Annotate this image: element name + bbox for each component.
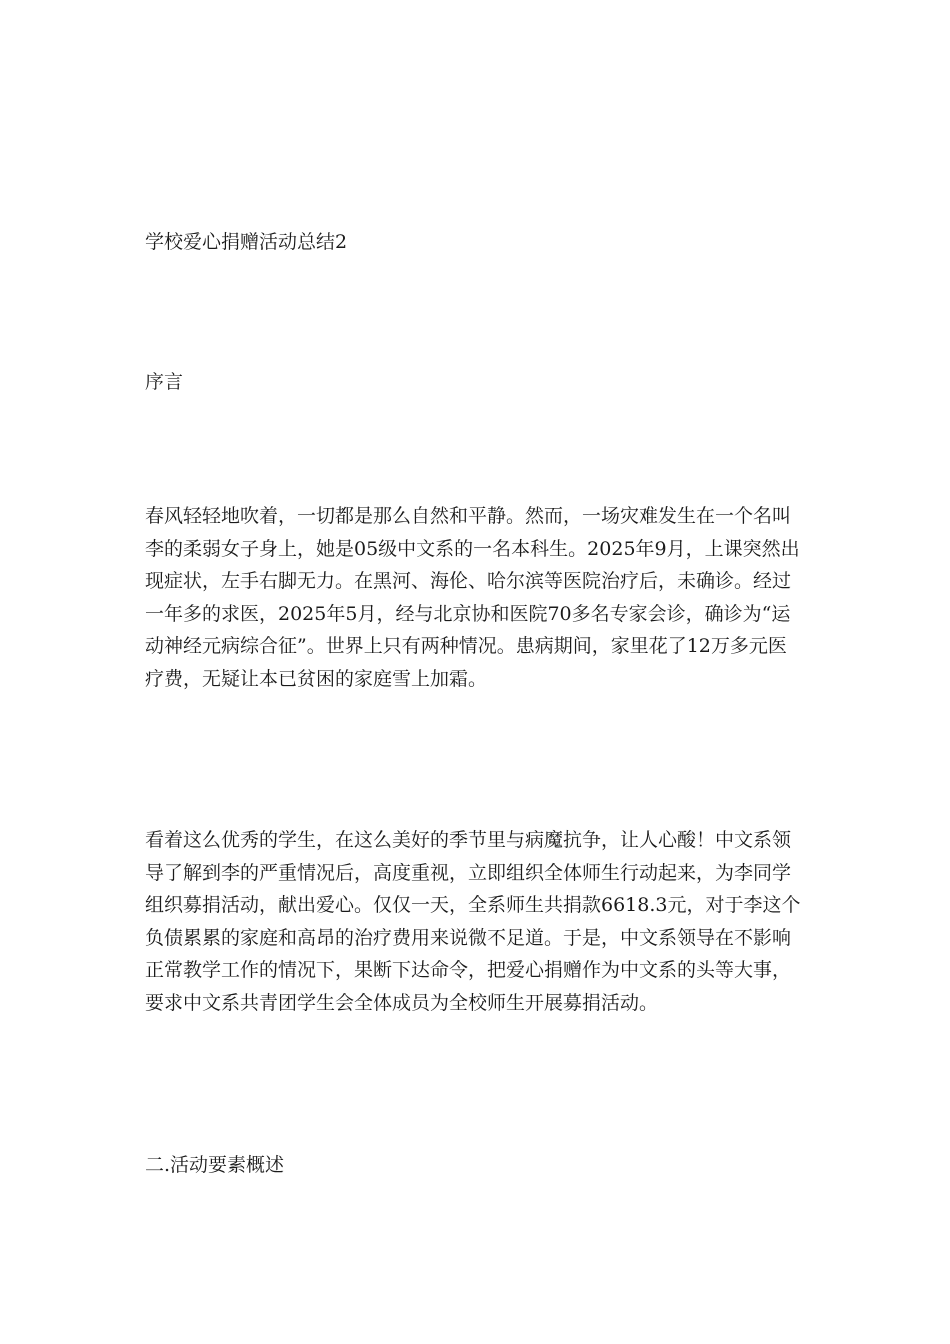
paragraph-1 xyxy=(145,500,825,695)
paragraph-2-line: 组织募捐活动，献出爱心。仅仅一天，全系师生共捐款6618.3元，对于李这个 xyxy=(145,894,801,916)
paragraph-2-line: 看着这么优秀的学生，在这么美好的季节里与病魔抗争，让人心酸！中文系领 xyxy=(145,829,792,851)
paragraph-1-line: 现症状，左手右脚无力。在黑河、海伦、哈尔滨等医院治疗后，未确诊。经过 xyxy=(145,570,792,592)
paragraph-1-line: 疗费，无疑让本已贫困的家庭雪上加霜。 xyxy=(145,667,488,690)
paragraph-2-line: 导了解到李的严重情况后，高度重视，立即组织全体师生行动起来，为李同学 xyxy=(145,861,792,884)
paragraph-2-line: 要求中文系共青团学生会全体成员为全校师生开展募捐活动。 xyxy=(145,991,659,1014)
preface-heading: 序言 xyxy=(145,371,184,393)
paragraph-2 xyxy=(145,824,825,1019)
paragraph-1-line: 动神经元病综合征”。世界上只有两种情况。患病期间，家里花了12万多元医 xyxy=(145,635,787,657)
section-2-heading: 二.活动要素概述 xyxy=(145,1154,285,1176)
paragraph-1-line: 李的柔弱女子身上，她是05级中文系的一名本科生。2025年9月，上课突然出 xyxy=(145,537,800,560)
paragraph-1-line: 一年多的求医，2025年5月，经与北京协和医院70多名专家会诊，确诊为“运 xyxy=(145,602,791,625)
document-title: 学校爱心捐赠活动总结2 xyxy=(145,231,348,253)
paragraph-2-line: 负债累累的家庭和高昂的治疗费用来说微不足道。于是，中文系领导在不影响 xyxy=(145,926,792,949)
paragraph-1-line: 春风轻轻地吹着，一切都是那么自然和平静。然而，一场灾难发生在一个名叫 xyxy=(145,505,792,527)
paragraph-2-line: 正常教学工作的情况下，果断下达命令，把爱心捐赠作为中文系的头等大事， xyxy=(145,959,792,981)
